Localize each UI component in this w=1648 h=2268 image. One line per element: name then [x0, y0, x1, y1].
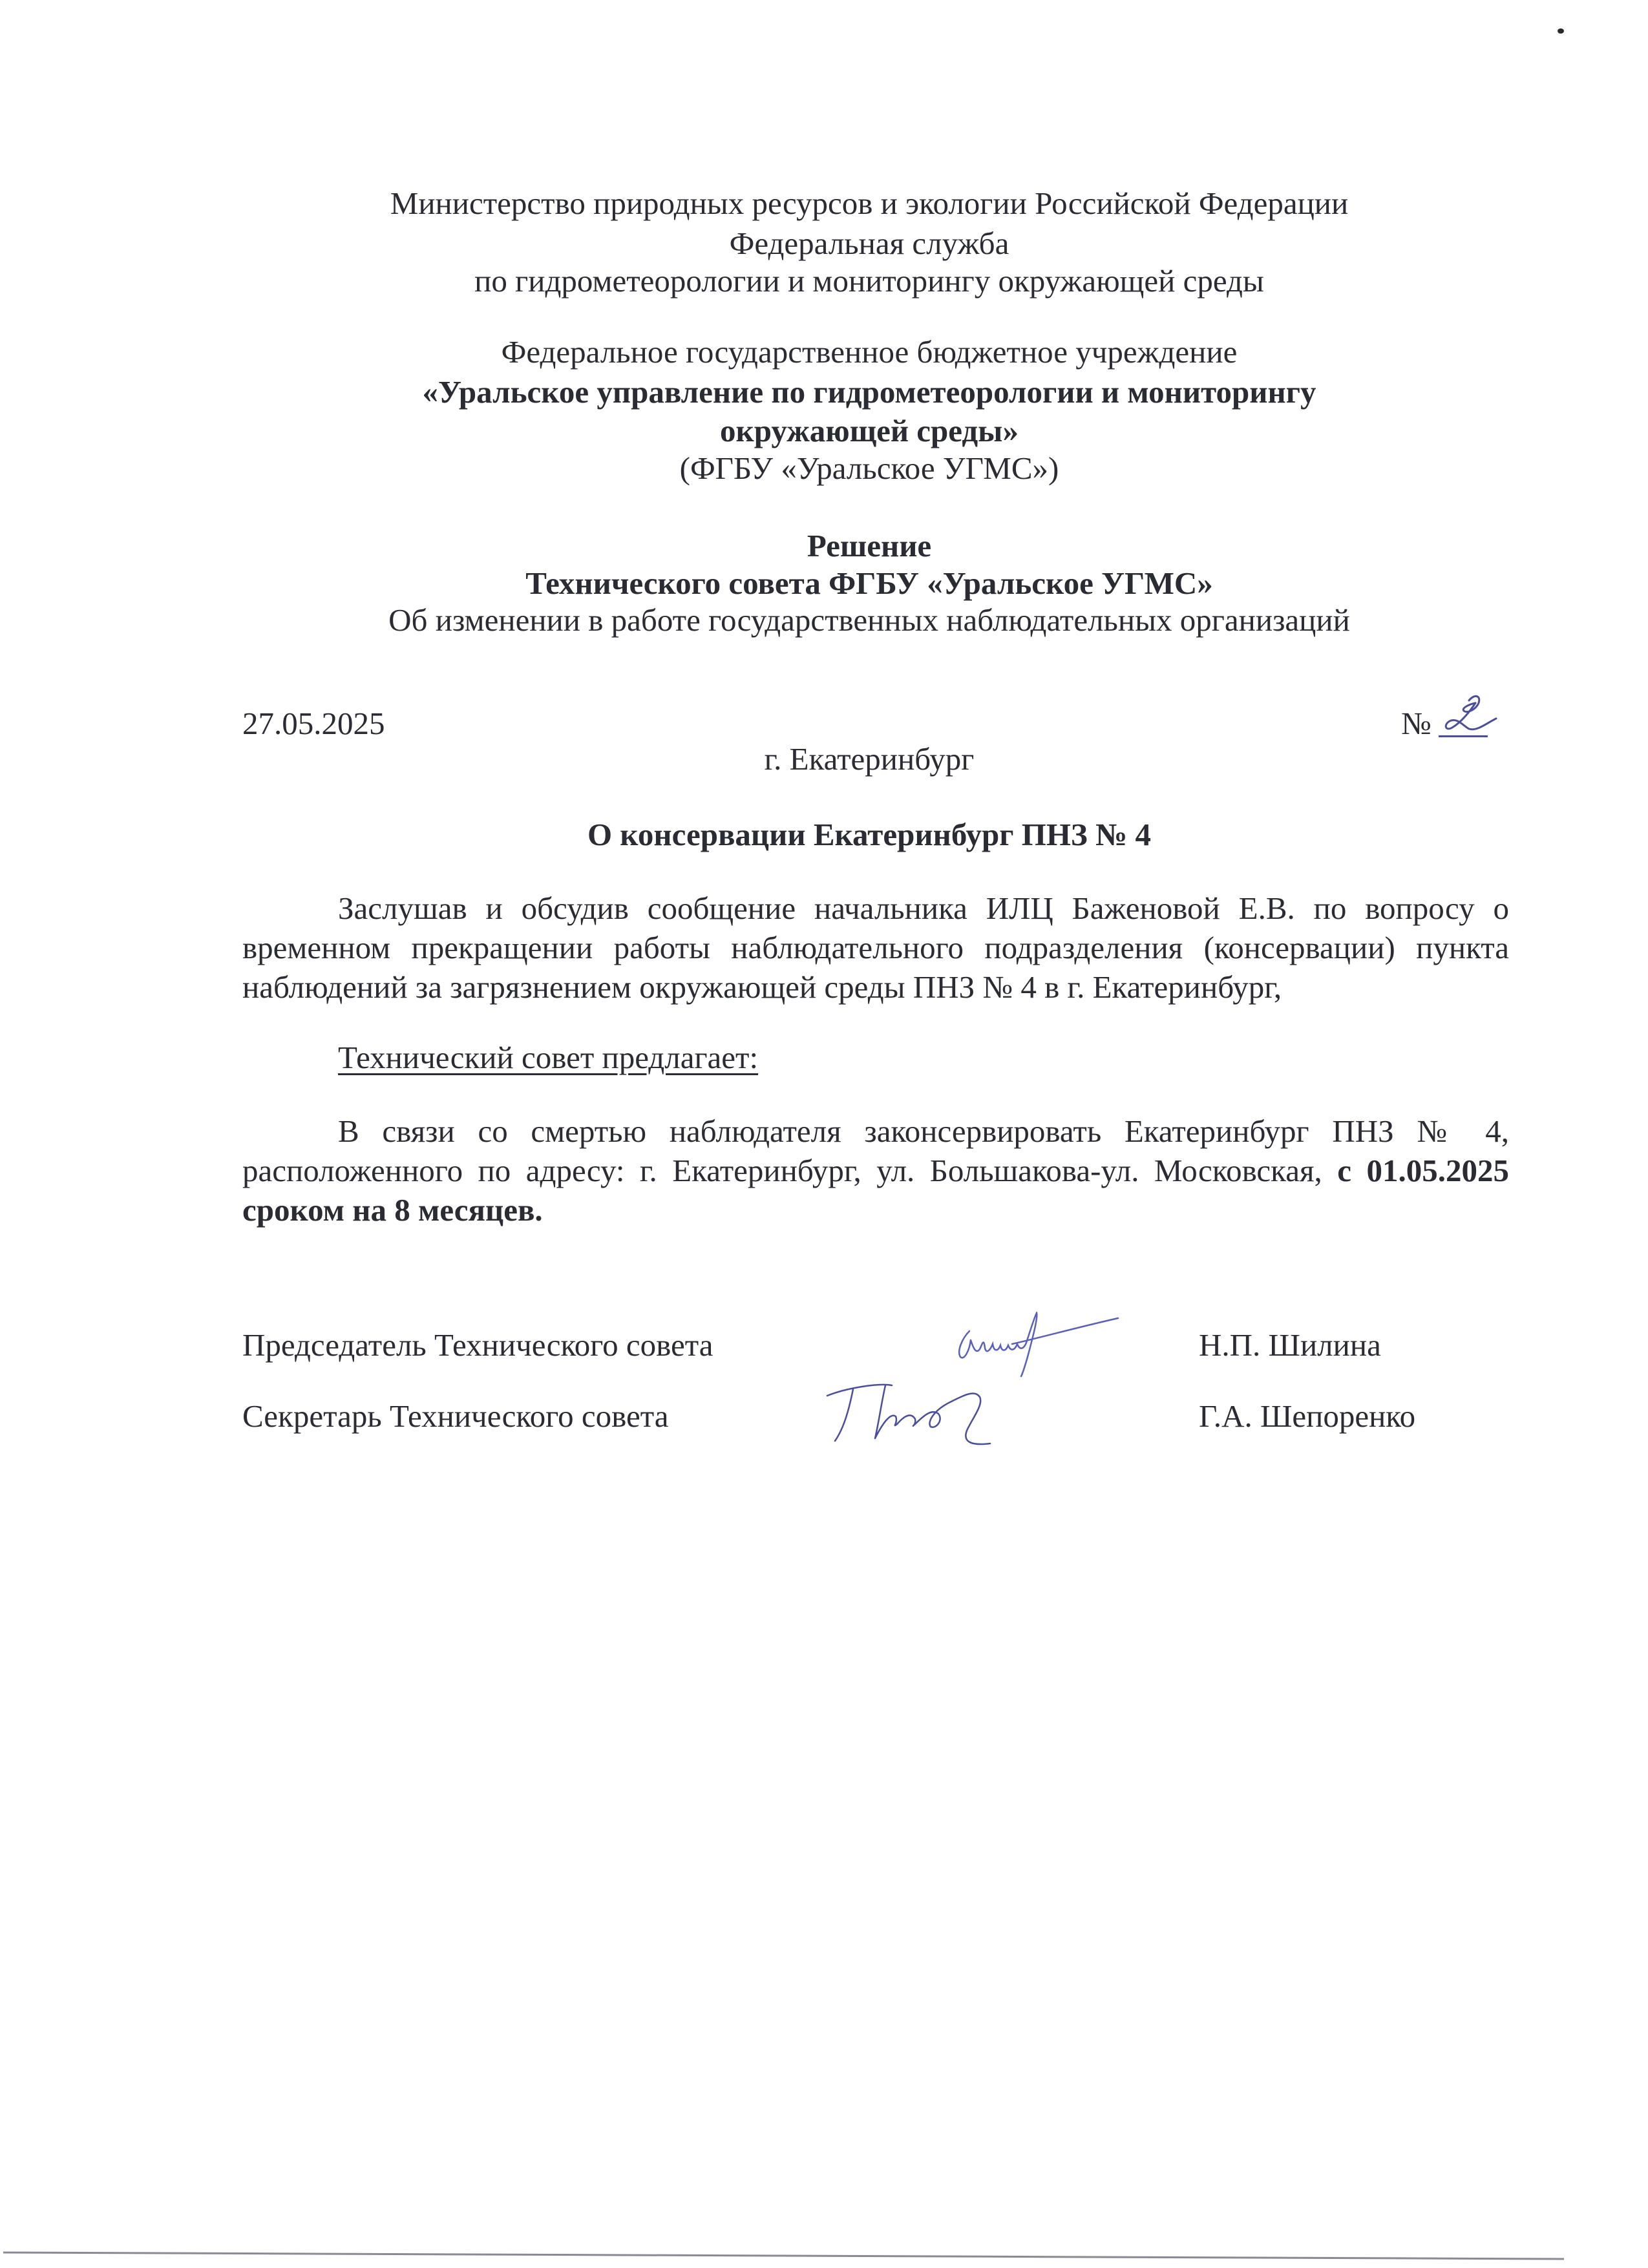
institution-name-line-1: «Уральское управление по гидрометеорологии и мониторингу: [422, 374, 1316, 410]
secretary-signature: [821, 1376, 1053, 1447]
chairman-role: Председатель Технического совета: [242, 1327, 713, 1363]
number-label: №: [1401, 706, 1431, 741]
chairman-signature: [950, 1312, 1144, 1383]
secretary-name: Г.А. Шепоренко: [1199, 1398, 1416, 1434]
paragraph-hearing: [242, 888, 1509, 1007]
scan-speck: [1558, 28, 1564, 34]
paragraph-proposal: [242, 1111, 1509, 1230]
service-line-2: по гидрометеорологии и мониторингу окружающей среды: [474, 263, 1264, 299]
secretary-role: Секретарь Технического совета: [242, 1398, 669, 1434]
institution-name-line-2: окружающей среды»: [720, 413, 1019, 448]
number-underline: [1439, 735, 1488, 737]
institution-type: Федеральное государственное бюджетное учреждение: [501, 334, 1238, 370]
paragraph-proposal-text: В связи со смертью наблюдателя законсервировать Екатеринбург ПНЗ № 4, расположенного по адресу: г. Екатеринбург, ул. Большакова-ул. Московская,: [242, 1113, 1509, 1188]
paragraph-hearing-text: Заслушав и обсудив сообщение начальника ИЛЦ Баженовой Е.В. по вопросу о временном прекращении работы наблюдательного подразделения (консервации) пункта наблюдений за загрязнением окружающей среды ПНЗ № 4 в г. Екатеринбург,: [242, 890, 1509, 1005]
scan-edge-line: [0, 2249, 1648, 2262]
decision-topic: Об изменении в работе государственных наблюдательных организаций: [388, 602, 1350, 638]
city: г. Екатеринбург: [764, 741, 975, 777]
proposal-heading: Технический совет предлагает:: [338, 1040, 759, 1075]
decision-title: Решение: [807, 528, 932, 563]
service-line-1: Федеральная служба: [729, 226, 1009, 261]
institution-abbreviation: (ФГБУ «Уральское УГМС»): [679, 450, 1059, 486]
chairman-name: Н.П. Шилина: [1199, 1327, 1381, 1363]
document-date: 27.05.2025: [242, 706, 385, 741]
paragraph-proposal-bold: с 01.05.2025 сроком на 8 месяцев.: [242, 1153, 1509, 1228]
decision-subtitle: Технического совета ФГБУ «Уральское УГМС»: [525, 565, 1213, 601]
subject-title: О консервации Екатеринбург ПНЗ № 4: [587, 817, 1152, 852]
ministry-name: Министерство природных ресурсов и экологии Российской Федерации: [390, 185, 1349, 221]
